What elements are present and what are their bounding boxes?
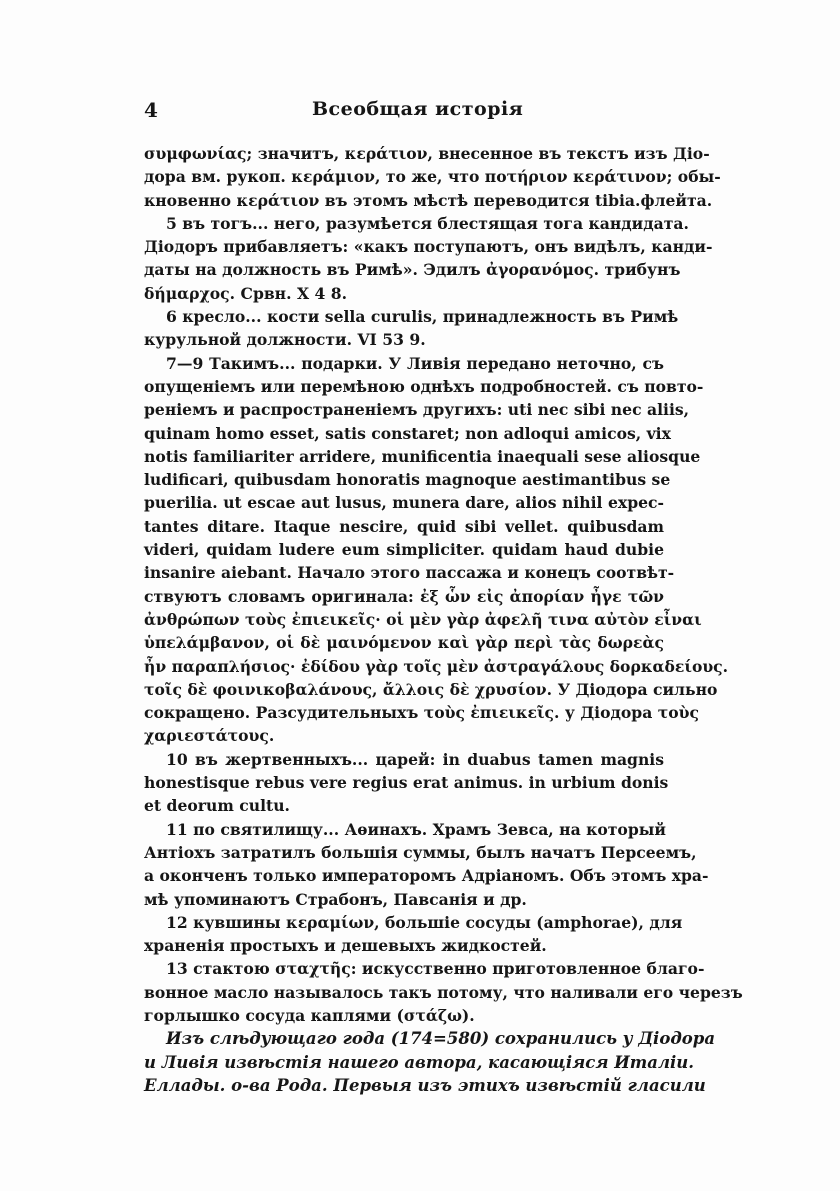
text-line: puerilia. ut escae aut lusus, munera dare, alios nihil expec- — [144, 493, 664, 513]
closing-italic-line: Еллады. о-ва Рода. Первыя изъ этихъ извѣстій гласили — [144, 1075, 706, 1095]
text-line: χαριεστάτους. — [144, 726, 275, 746]
text-line: ἦν παραπλήσιος· ἐδίδου γὰρ τοῖς μὲν ἀστραγάλους δορκαδείους. — [144, 656, 729, 676]
text-line: храненія простыхъ и дешевыхъ жидкостей. — [144, 936, 547, 956]
text-line: ὑπελάμβανον, οἱ δὲ μαινόμενον καὶ γὰρ περὶ τὰς δωρεὰς — [144, 633, 664, 653]
note-11-line: 11 по святилищу... Аѳинахъ. Храмъ Зевса, на который — [166, 819, 666, 839]
text-line: Діодоръ прибавляетъ: «какъ поступаютъ, онъ видѣлъ, канди- — [144, 237, 713, 257]
running-title: Всеобщая исторія — [312, 98, 524, 120]
text-line: ἀνθρώπων τοὺς ἐπιεικεῖς· οἱ μὲν γὰρ ἀφελῆ τινα αὐτὸν εἶναι — [144, 609, 702, 629]
text-line: сокращено. Разсудительныхъ τοὺς ἐπιεικεῖς. у Діодора τοὺς — [144, 703, 699, 723]
note-12-line: 12 кувшины κεραμίων, большіе сосуды (amphorae), для — [166, 912, 683, 932]
note-5-line: 5 въ тогъ... него, разумѣется блестящая тога кандидата. — [166, 213, 689, 233]
page-number: 4 — [144, 98, 158, 122]
text-line: вонное масло называлось такъ потому, что наливали его черезъ — [144, 982, 743, 1002]
text-line: tantes ditare. Itaque nescire, quid sibi vellet. quibusdam — [144, 516, 664, 536]
text-line: опущеніемъ или перемѣною однѣхъ подробностей. съ повто- — [144, 376, 704, 396]
text-line: ствуютъ словамъ оригинала: ἐξ ὧν εἰς ἀπορίαν ἦγε τῶν — [144, 586, 664, 606]
text-line: реніемъ и распространеніемъ другихъ: uti nec sibi nec aliis, — [144, 400, 690, 420]
text-line: даты на должность въ Римѣ». Эдилъ ἀγορανόμος. трибунъ — [144, 260, 681, 280]
text-line: honestisque rebus vere regius erat animus. in urbium donis — [144, 773, 669, 793]
text-line: курульной должности. VI 53 9. — [144, 330, 426, 350]
text-line: videri, quidam ludere eum simpliciter. quidam haud dubie — [144, 540, 664, 560]
text-line: et deorum cultu. — [144, 796, 290, 816]
text-line: τοῖς δὲ φοινικοβαλάνους, ἄλλοις δὲ χρυσίον. У Діодора сильно — [144, 679, 718, 699]
closing-italic-line: Изъ слѣдующаго года (174=580) сохранились у Діодора — [166, 1029, 716, 1049]
text-line: ludificari, quibusdam honoratis magnoque aestimantibus se — [144, 470, 671, 490]
text-line: кновенно κεράτιον въ этомъ мѣстѣ переводится tibia.флейта. — [144, 190, 713, 210]
text-line: δήμαρχος. Срвн. X 4 8. — [144, 283, 348, 303]
text-line: а оконченъ только императоромъ Адріаномъ. Объ этомъ хра- — [144, 866, 709, 886]
note-6-line: 6 кресло... кости sella curulis, принадлежность въ Римѣ — [166, 307, 679, 327]
text-line: quinam homo esset, satis constaret; non adloqui amicos, vix — [144, 423, 671, 443]
text-line: συμφωνίας; значитъ, κεράτιον, внесенное въ текстъ изъ Діо- — [144, 144, 710, 163]
page-header — [144, 98, 664, 124]
text-line: notis familiariter arridere, munificentia inaequali sese aliosque — [144, 446, 701, 466]
closing-italic-line: и Ливія извѣстія нашего автора, касающіяся Италіи. — [144, 1052, 695, 1072]
text-line: insanire aiebant. Начало этого пассажа и конецъ соотвѣт- — [144, 563, 675, 583]
text-line: дора вм. рукоп. κεράμιον, то же, что ποτήριον κεράτινον; обы- — [144, 167, 721, 187]
text-line: мѣ упоминаютъ Страбонъ, Павсанія и др. — [144, 889, 527, 909]
body-text — [144, 142, 743, 1097]
note-10-line: 10 въ жертвенныхъ... царей: in duabus tamen magnis — [166, 749, 664, 769]
note-7-9-line: 7—9 Такимъ... подарки. У Ливія передано неточно, съ — [166, 353, 664, 373]
text-line: Антіохъ затратилъ большія суммы, былъ начатъ Персеемъ, — [144, 842, 697, 862]
note-13-line: 13 стактою σταχτῆς: искусственно приготовленное благо- — [166, 959, 705, 979]
text-line: горлышко сосуда каплями (στάζω). — [144, 1005, 475, 1025]
